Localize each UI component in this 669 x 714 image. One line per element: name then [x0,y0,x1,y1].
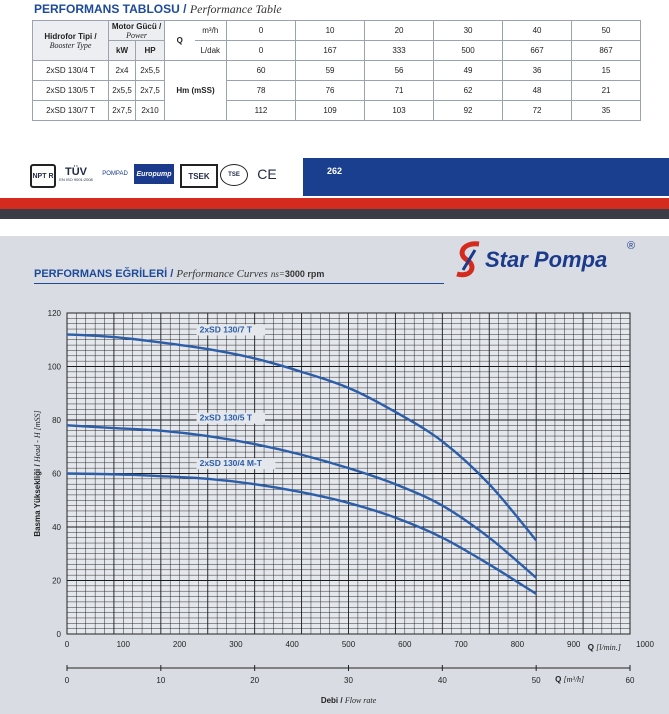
tsek-logo: TSEK [180,164,218,188]
ns-label: ns= [270,269,285,279]
q-ldak-cell: 333 [365,41,434,61]
unit-ldak: L/dak [195,41,227,61]
head-cell: 48 [503,81,572,101]
x-lmin-tick-label: 100 [116,640,130,649]
type-header: Hidrofor Tipi / [44,31,97,41]
x-m3h-tick-label: 10 [156,676,166,685]
motor-header: Motor Gücü / [111,21,162,31]
head-cell: 78 [227,81,296,101]
tuv-text: TÜV [65,165,87,178]
hp-cell: 2x5,5 [136,61,165,81]
brand-name: Star Pompa [485,247,608,272]
x-m3h-tick-label: 50 [531,676,541,685]
x-lmin-tick-label: 200 [172,640,187,649]
x-m3h-tick-label: 0 [64,676,70,685]
q-m3h-cell: 50 [572,21,641,41]
q-ldak-cell: 500 [434,41,503,61]
y-tick-label: 40 [52,523,61,532]
x-lmin-tick-label: 700 [454,640,468,649]
head-cell: 76 [296,81,365,101]
series-label: 2xSD 130/7 T [199,324,253,335]
y-tick-label: 20 [52,576,61,586]
x-lmin-tick-label: 500 [341,640,356,649]
y-axis-label [33,410,42,536]
curves-title-en: Performance Curves [176,268,268,280]
model-cell: 2xSD 130/5 T [33,81,109,101]
q-ldak-cell: 867 [572,41,641,61]
nptr-logo: NPT R [30,164,56,188]
series-label: 2xSD 130/5 T [199,412,253,423]
q-m3h-cell: 30 [434,21,503,41]
tuv-sub: EN ISO 9001:2008 [59,176,93,182]
kw-cell: 2x4 [109,61,136,81]
x-lmin-tick-label: 800 [510,640,525,649]
x-lmin-tick-label: 900 [567,640,581,649]
model-cell: 2xSD 130/4 T [33,61,109,81]
y-axis-label-en: Head - H [mSS] [33,410,42,463]
kw-header: kW [109,41,136,61]
x-axis-title [321,696,377,705]
head-cell: 62 [434,81,503,101]
y-tick-label: 100 [47,362,61,372]
head-cell: 60 [227,61,296,81]
x-m3h-tick-label: 20 [250,676,260,685]
x-lmin-tick-label: 600 [398,640,412,649]
q-ldak-cell: 667 [503,41,572,61]
q-header: Q [165,21,195,61]
head-cell: 92 [434,101,503,121]
x-lmin-tick-label: 400 [285,640,299,649]
x-m3h-tick-label: 40 [437,676,447,685]
hp-cell: 2x10 [136,101,165,121]
x-axis-title-tr: Debi / [320,696,345,705]
q-ldak-cell: 0 [227,41,296,61]
curves-title-sep: / [170,268,174,280]
curves-title-tr: PERFORMANS EĞRİLERİ [34,268,168,280]
model-cell: 2xSD 130/7 T [33,101,109,121]
q-m3h-cell: 20 [365,21,434,41]
head-cell: 56 [365,61,434,81]
head-cell: 36 [503,61,572,81]
y-tick-label: 120 [47,309,61,318]
x-m3h-q: Q [555,675,564,684]
x-axis-title-en: Flow rate [344,696,377,705]
x-m3h-unit: [m³/h] [563,675,585,684]
europump-logo: Europump [134,164,174,184]
q-m3h-cell: 0 [227,21,296,41]
table-title-sep: / [183,2,187,16]
head-cell: 21 [572,81,641,101]
head-cell: 49 [434,61,503,81]
speed-label: 3000 rpm [284,269,325,279]
hm-header: Hm (mSS) [165,61,227,121]
x-m3h-tick-label: 30 [344,676,353,685]
x-lmin-tick-label: 0 [64,640,70,649]
head-cell: 35 [572,101,641,121]
x-lmin-tick-label: 1000 [636,640,654,649]
x-lmin-q: Q [587,643,597,652]
x-lmin-tick-label: 300 [229,640,243,649]
registered-mark: ® [627,240,636,252]
pompad-logo: POMPAD [102,171,128,177]
head-cell: 109 [296,101,365,121]
head-cell: 71 [365,81,434,101]
unit-m3h: m³/h [195,21,227,41]
y-axis-label-tr: Basma Yüksekliği / [33,462,42,537]
y-tick-label: 80 [52,416,61,425]
table-title-tr: PERFORMANS TABLOSU [34,2,180,16]
hp-cell: 2x7,5 [136,81,165,101]
x-lmin-axis-label [588,643,621,652]
hp-header: HP [136,41,165,61]
head-cell: 15 [572,61,641,81]
series-label: 2xSD 130/4 M-T [199,458,262,469]
tse-logo: TSE [220,164,248,186]
x-lmin-unit: [l/min.] [596,643,621,652]
table-title-en: Performance Table [189,2,282,16]
y-tick-label: 0 [56,630,61,639]
kw-cell: 2x7,5 [109,101,136,121]
q-m3h-cell: 40 [503,21,572,41]
q-ldak-cell: 167 [296,41,365,61]
y-tick-label: 60 [52,469,61,479]
head-cell: 59 [296,61,365,81]
x-m3h-tick-label: 60 [625,676,635,685]
q-m3h-cell: 10 [296,21,365,41]
type-header-en: Booster Type [49,40,92,50]
head-cell: 72 [503,101,572,121]
x-m3h-axis-label [555,675,584,684]
head-cell: 112 [227,101,296,121]
ce-logo: CE [257,166,277,182]
head-cell: 103 [365,101,434,121]
motor-header-en: Power [126,30,147,40]
page-number: 262 [327,166,343,176]
kw-cell: 2x5,5 [109,81,136,101]
